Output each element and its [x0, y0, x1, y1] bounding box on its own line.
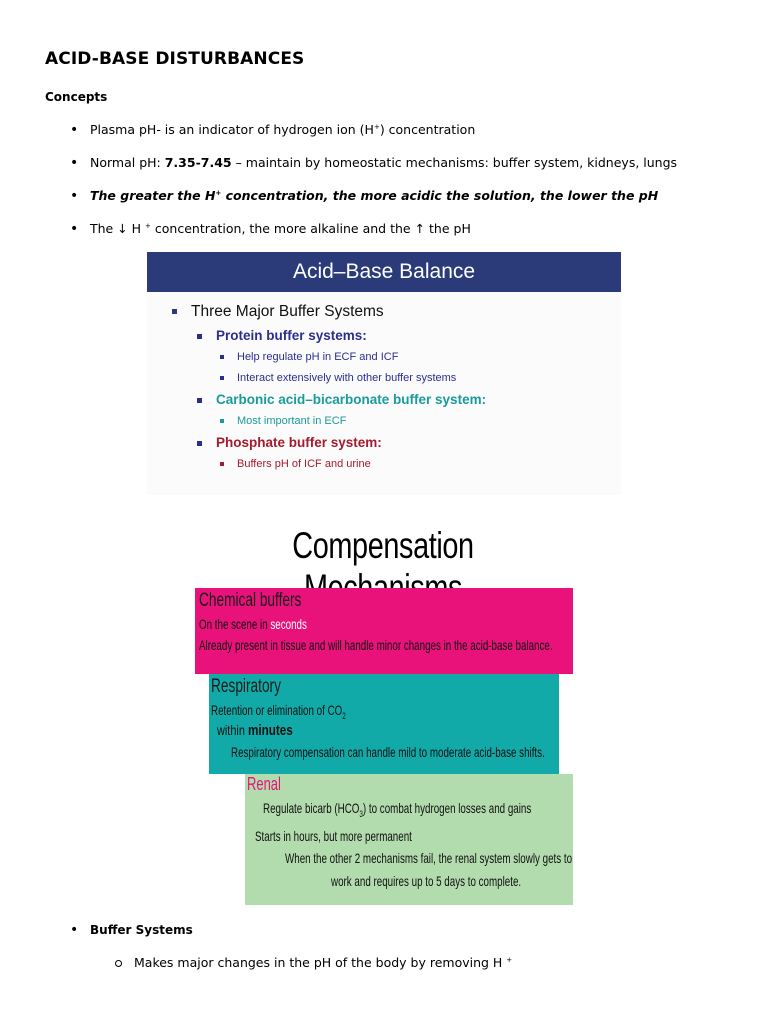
- square-bullet-icon: [197, 441, 202, 446]
- square-bullet-icon: [220, 419, 224, 423]
- renal-line: work and requires up to 5 days to complete.: [331, 873, 522, 889]
- respiratory-line: within minutes: [217, 722, 293, 739]
- carbonic-item: Most important in ECF: [220, 415, 346, 427]
- slide-heading: Three Major Buffer Systems: [172, 303, 384, 321]
- respiratory-line: Respiratory compensation can handle mild to moderate acid-base shifts.: [231, 744, 545, 760]
- renal-line: Starts in hours, but more permanent: [255, 828, 412, 844]
- section-heading-concepts: Concepts: [45, 90, 108, 104]
- renal-line: When the other 2 mechanisms fail, the renal system slowly gets to: [285, 850, 573, 866]
- slide-title: Compensation: [292, 525, 474, 566]
- chemical-buffers-box: [195, 588, 573, 674]
- renal-line: Regulate bicarb $(HCO_3)$ to combat hydrogen losses and gains: [263, 800, 532, 819]
- respiratory-line: Retention or elimination of $CO_2$: [211, 702, 346, 721]
- bullet-icon: [70, 188, 90, 204]
- square-bullet-icon: [220, 376, 224, 380]
- renal-label: Renal: [247, 774, 281, 794]
- chemical-buffers-line: On the scene in seconds: [199, 616, 307, 632]
- phosphate-buffer-heading: Phosphate buffer system:: [197, 435, 382, 450]
- slide-title: Acid–Base Balance: [147, 252, 621, 292]
- document-title: ACID-BASE DISTURBANCES: [45, 49, 305, 69]
- respiratory-box: [209, 674, 559, 774]
- square-bullet-icon: [197, 334, 202, 339]
- sub-bullet-item: Makes major changes in the pH of the body by removing H +: [115, 955, 512, 970]
- bullet-item-greater-h: •The greater the H+ concentration, the more acidic the solution, the lower the pH: [70, 188, 658, 204]
- bullet-icon: [70, 922, 90, 938]
- compensation-mechanisms-slide: [183, 515, 573, 907]
- carbonic-buffer-heading: Carbonic acid–bicarbonate buffer system:: [197, 392, 486, 407]
- chemical-buffers-label: Chemical buffers: [199, 590, 302, 611]
- hollow-circle-bullet-icon: [115, 960, 122, 967]
- renal-box: [245, 774, 573, 905]
- acid-base-balance-slide: [147, 252, 621, 495]
- bullet-icon: [70, 221, 90, 237]
- bullet-icon: [70, 155, 90, 171]
- bullet-item-lower-h: •The ↓ H + concentration, the more alkaline and the ↑ the pH: [70, 221, 471, 237]
- square-bullet-icon: [220, 355, 224, 359]
- protein-item: Help regulate pH in ECF and ICF: [220, 351, 398, 363]
- chemical-buffers-line: Already present in tissue and will handle minor changes in the acid-base balance.: [199, 637, 553, 653]
- respiratory-label: Respiratory: [211, 676, 281, 697]
- square-bullet-icon: [220, 462, 224, 466]
- phosphate-item: Buffers pH of ICF and urine: [220, 458, 371, 470]
- square-bullet-icon: [197, 398, 202, 403]
- bullet-item-normal-ph: •Normal pH: 7.35-7.45 – maintain by homeostatic mechanisms: buffer system, kidneys, lungs: [70, 155, 677, 171]
- bullet-item-buffer-systems: •Buffer Systems: [70, 922, 193, 938]
- square-bullet-icon: [172, 309, 177, 314]
- protein-buffer-heading: Protein buffer systems:: [197, 328, 367, 343]
- bullet-item-plasma-ph: •Plasma pH- is an indicator of hydrogen ion (H+) concentration: [70, 122, 475, 138]
- protein-item: Interact extensively with other buffer systems: [220, 372, 456, 384]
- bullet-icon: [70, 122, 90, 138]
